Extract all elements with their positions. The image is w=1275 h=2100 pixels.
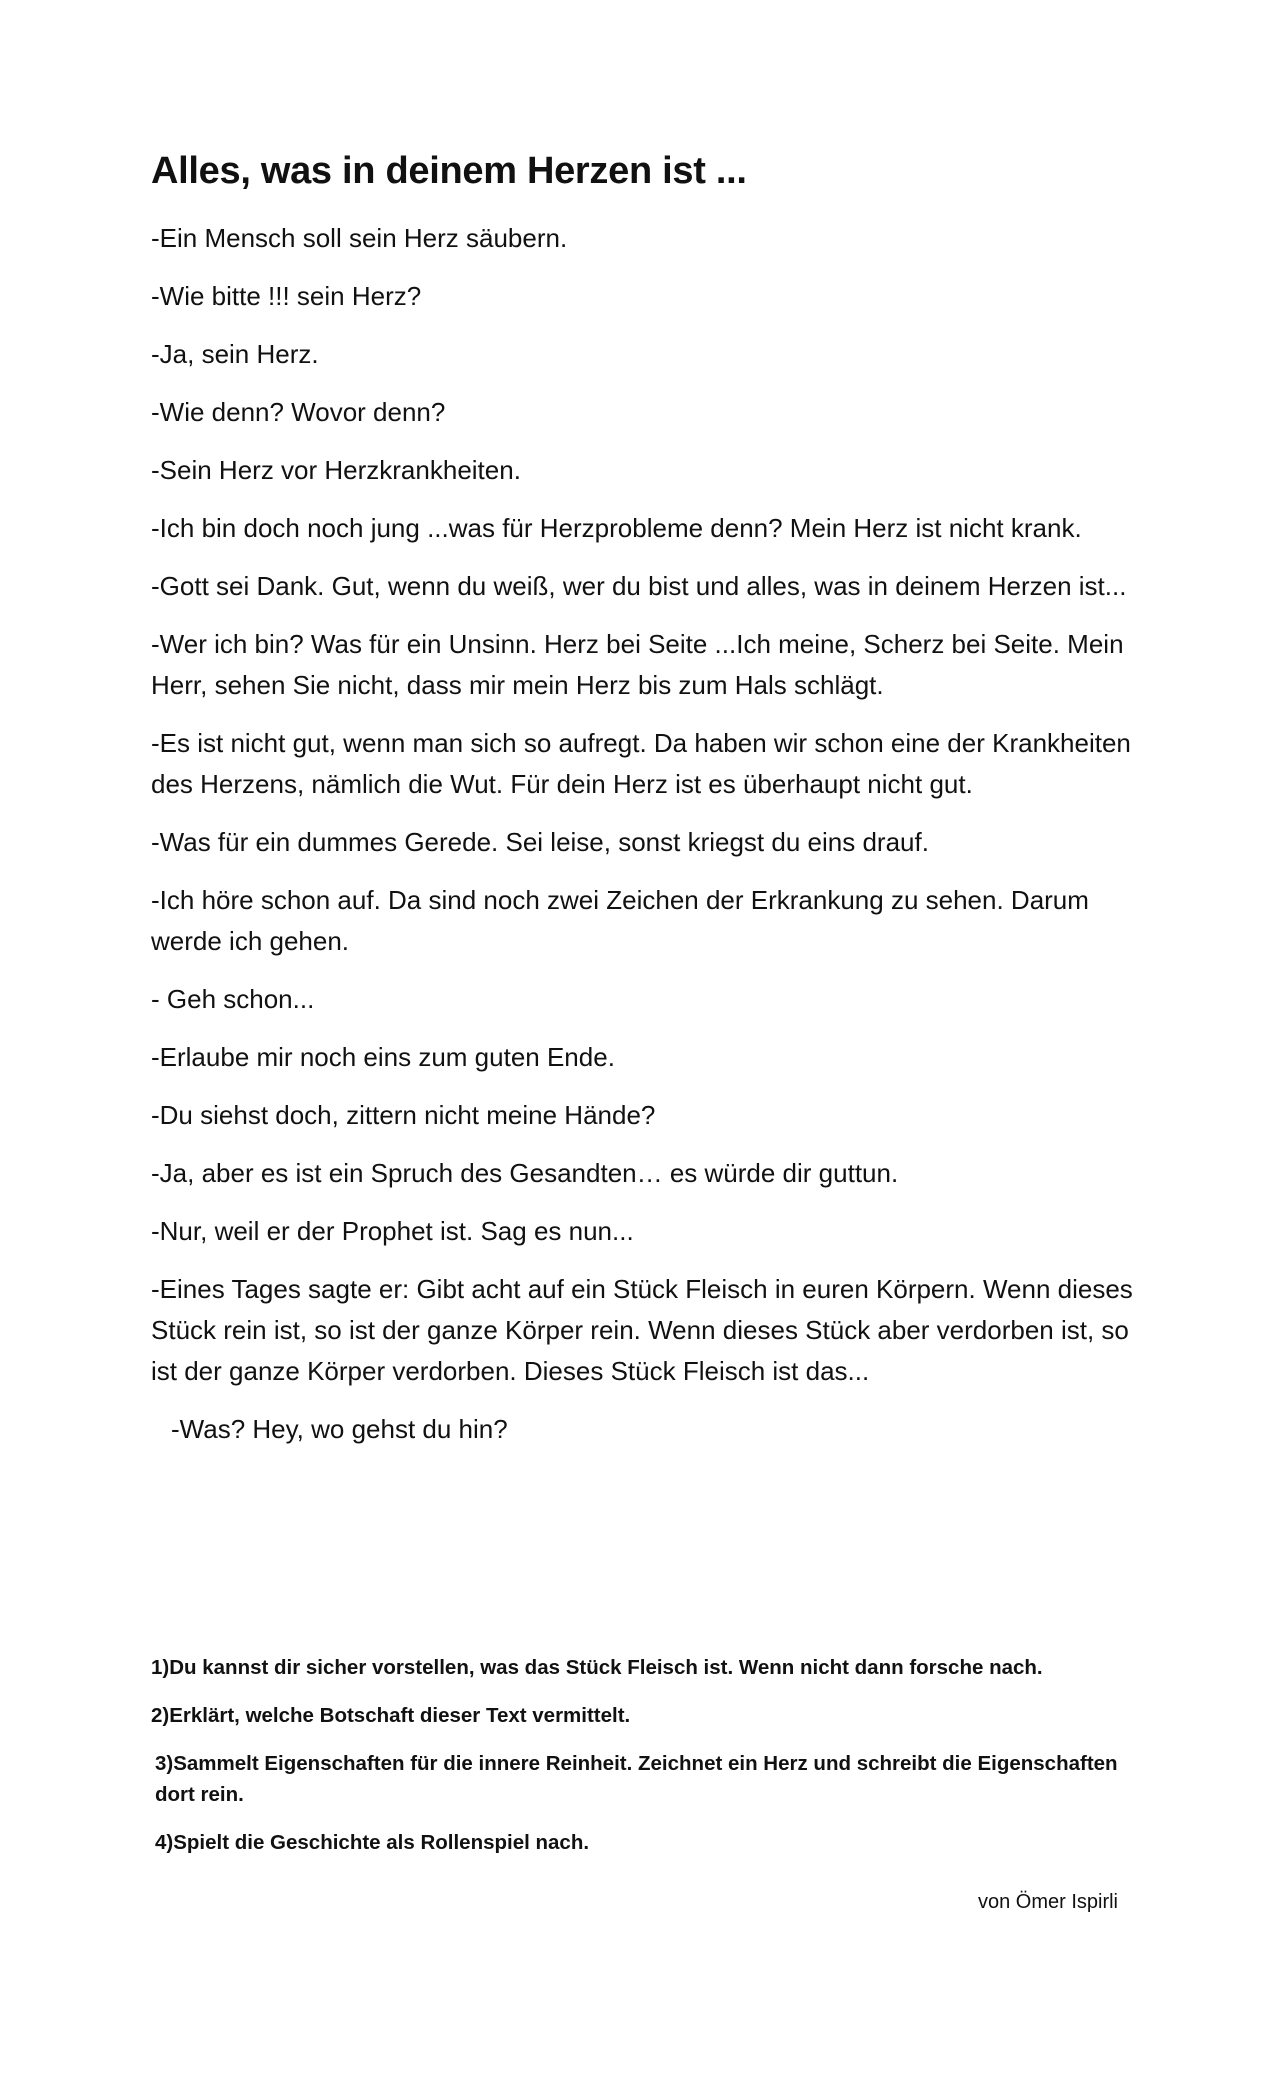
dialogue-line: -Es ist nicht gut, wenn man sich so aufregt. Da haben wir schon eine der Krankheiten des Herzens, nämlich die Wut. Für dein Herz ist es überhaupt nicht gut. [151,727,1131,799]
dialogue-line: -Ich bin doch noch jung ...was für Herzprobleme denn? Mein Herz ist nicht krank. [151,512,1082,543]
dialogue-line: -Ein Mensch soll sein Herz säubern. [151,222,568,253]
document-body [151,150,1141,1467]
dialogue-line: -Gott sei Dank. Gut, wenn du weiß, wer du bist und alles, was in deinem Herzen ist... [151,570,1127,601]
dialogue-line: -Was für ein dummes Gerede. Sei leise, sonst kriegst du eins drauf. [151,826,929,857]
dialogue-line: -Wie denn? Wovor denn? [151,396,446,427]
dialogue-line: -Ja, aber es ist ein Spruch des Gesandten… es würde dir guttun. [151,1157,899,1188]
dialogue-line: - Geh schon... [151,983,315,1014]
document-title: Alles, was in deinem Herzen ist ... [151,150,747,192]
dialogue-line: -Ja, sein Herz. [151,338,319,369]
dialogue-line: -Nur, weil er der Prophet ist. Sag es nun... [151,1215,634,1246]
task-item: 1)Du kannst dir sicher vorstellen, was das Stück Fleisch ist. Wenn nicht dann forsche nach. [151,1656,1043,1679]
task-list [151,1652,1141,1875]
task-item: 4)Spielt die Geschichte als Rollenspiel nach. [155,1831,590,1854]
dialogue-line: -Erlaube mir noch eins zum guten Ende. [151,1041,615,1072]
dialogue-line: -Was? Hey, wo gehst du hin? [171,1413,508,1444]
task-item: 3)Sammelt Eigenschaften für die innere Reinheit. Zeichnet ein Herz und schreibt die Eigenschaften dort rein. [155,1752,1118,1806]
dialogue-line: -Wie bitte !!! sein Herz? [151,280,422,311]
dialogue-line: -Eines Tages sagte er: Gibt acht auf ein Stück Fleisch in euren Körpern. Wenn dieses Stück rein ist, so ist der ganze Körper rein. Wenn dieses Stück aber verdorben ist, so ist der ganze Körper verdorben. Dieses Stück Fleisch ist das... [151,1273,1133,1386]
dialogue-line: -Wer ich bin? Was für ein Unsinn. Herz bei Seite ...Ich meine, Scherz bei Seite. Mein Herr, sehen Sie nicht, dass mir mein Herz bis zum Hals schlägt. [151,628,1124,700]
author-credit: von Ömer Ispirli [977,1891,1118,1913]
dialogue-line: -Ich höre schon auf. Da sind noch zwei Zeichen der Erkrankung zu sehen. Darum werde ich gehen. [151,884,1089,956]
dialogue [151,218,1141,1450]
dialogue-line: -Du siehst doch, zittern nicht meine Hände? [151,1099,656,1130]
dialogue-line: -Sein Herz vor Herzkrankheiten. [151,454,521,485]
task-item: 2)Erklärt, welche Botschaft dieser Text vermittelt. [151,1704,631,1727]
